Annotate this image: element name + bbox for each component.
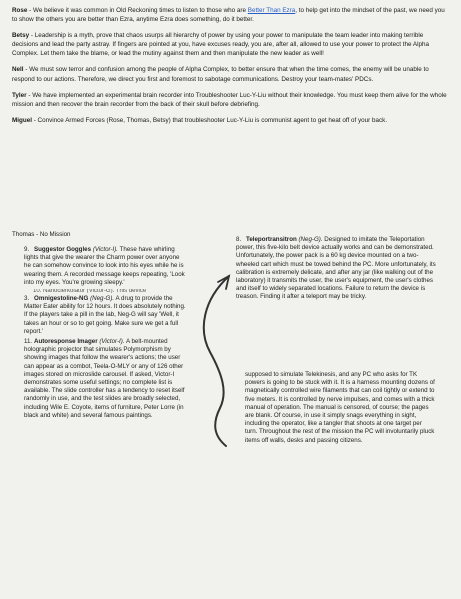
brief-text: - We believe it was common in Old Reckoning times to listen to those who are	[27, 7, 248, 14]
item-tag: (Neg-G).	[298, 236, 323, 243]
item-tag: (Neg-G).	[90, 295, 115, 303]
brief-text: - Leadership is a myth, prove that chaos usurps all hierarchy of power by using your power to manipulate the team leader into making terrible decisions and lead the party astray. If fingers are pointed at you, have excuses ready, you are, after all, allowed to use your power to protect the Alpha Complex. Let them take the blame, or lead the mutiny against them and then manipulate the new leader as well!	[12, 32, 430, 58]
item-number: 9.	[24, 246, 30, 253]
item-title: Omnigestoline-NG	[34, 295, 89, 303]
item-body: Designed to imitate the Teleportation power, this five-kilo belt device actually works and can be demonstrated. Unfortunately, the power pack is a 60 kg device mounted on a two-wheeled cart which must be towed behind the PC. More unfortunately, its calibration is extremely delicate, and after any jar (like walking out of the laboratory) it transmits the user, the user's equipment, the user's clothes and itself to widely separated locations. Failure to return the device is treason. Finding it after a teleport may be tricky.	[236, 236, 436, 301]
item-body: A belt-mounted holographic projector that simulates Polymorphism by showing images that follow the wearer's actions; the user can appear as a combot, Teela-O-MLY or any of 126 other images stored on microslide carousel. If asked, Victor-I demonstrates some useful settings; no complete list is available. The slide controller has a tendency to reset itself randomly in use, and the test slides are broadly selected, including Wile E. Coyote, items of furniture, Peter Lorre (in black and white) and several famous paintings.	[24, 338, 185, 419]
thomas-header: Thomas - No Mission	[12, 231, 71, 238]
item-tag: (Victor-I).	[92, 246, 119, 253]
brief-name: Nell	[12, 66, 24, 74]
item-body: A drug to provide the Matter Eater ability for 12 hours. It does absolutely nothing. If the players take a pill in the lab, Neg-G will say 'Well, it takes an hour or so to get going. Make sure we get a full report.'	[24, 295, 186, 335]
item-title: Autoresponse Imager	[34, 338, 98, 346]
item-number: 11.	[24, 338, 33, 346]
brief-text: - We must sow terror and confusion among the people of Alpha Complex, to better ensure that when the time comes, the enemy will be unable to respond to our actions. Therefore, we direct you first and foremost to sabotage communications. Destroy your team-mates' PDCs.	[12, 66, 429, 83]
brief-name: Rose	[12, 7, 28, 14]
cut-off-line: 10. Nanoclerkolator (Victor-G). This device	[33, 289, 147, 294]
item-number: 3.	[24, 295, 30, 303]
item-number: 8.	[236, 236, 242, 243]
brief-text: - Convince Armed Forces (Rose, Thomas, Betsy) that troubleshooter Luc-Y-Liu is communist agent to get heat off of your back.	[31, 116, 388, 124]
brief-name: Tyler	[12, 91, 27, 99]
item-title: Suggestor Goggles	[34, 246, 92, 253]
item-continuation: supposed to simulate Telekinesis, and any PC who asks for TK powers is going to be stuck with it. It is a harness mounting dozens of magnetically controlled wire filaments that can coil tightly or extend to five meters. It is controlled by nerve impulses, and comes with a thick manual of operation. The manual is censored, of course; the pages are blank. Of course, in use it simply snags everything in sight, including the operator, like a tangler that shoots at one target per turn. Throughout the rest of the mission the PC will involuntarily pluck items off walls, desks and passing citizens.	[245, 371, 435, 444]
better-than-ezra-link[interactable]: Better Than Ezra	[247, 7, 296, 14]
item-body: These have whirling lights that give the wearer the Charm power over anyone he can somehow convince to look into his eyes while he is wearing them. A recorded message keeps repeating, 'Look into my eyes. You're growing sleepy.'	[24, 246, 185, 286]
brief-text: - We have implemented an experimental brain recorder into Troubleshooter Luc-Y-Liu without their knowledge. You must keep them alive for the whole mission and then recover the brain recorder from the back of their skull before debriefing.	[12, 91, 447, 108]
item-title: Teleportransitron	[246, 236, 297, 243]
item-tag: (Victor-I).	[99, 338, 125, 346]
brief-name: Betsy	[12, 32, 30, 40]
brief-text: , to help get into the mindset of the past, we need you to show the others you are better than Ezra, anytime Ezra does something, do it better.	[12, 7, 445, 24]
brief-name: Miguel	[12, 116, 32, 124]
